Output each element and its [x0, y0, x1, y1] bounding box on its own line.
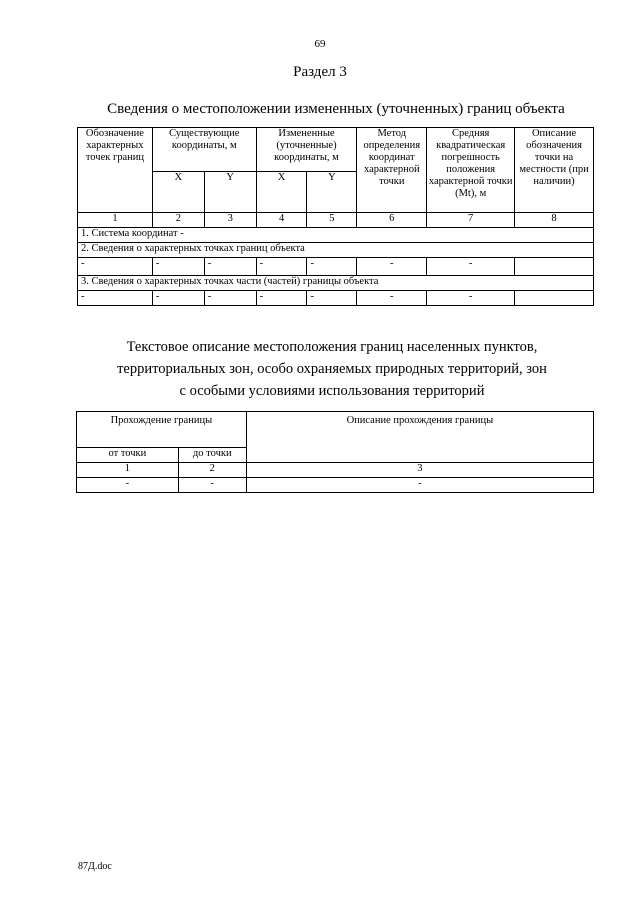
table2-title-line: территориальных зон, особо охраняемых природных территорий, зон: [117, 361, 547, 377]
table-cell: -: [204, 291, 256, 306]
header-x-changed: X: [256, 172, 307, 213]
table-cell: -: [307, 258, 357, 276]
table-cell: -: [204, 258, 256, 276]
table2-title: [0, 336, 640, 402]
table-cell: -: [307, 291, 357, 306]
coordinate-system-row: 1. Система координат -: [78, 228, 594, 243]
column-number: 3: [204, 213, 256, 228]
table-cell: -: [427, 258, 515, 276]
table-cell: [515, 291, 594, 306]
section-title: Раздел 3: [293, 64, 347, 80]
boundary-points-table: [77, 127, 594, 306]
table-header-row: [77, 412, 594, 448]
table-cell: -: [256, 258, 307, 276]
section2-row: 2. Сведения о характерных точках границ объекта: [78, 243, 594, 258]
table2-title-line: Текстовое описание местоположения границ населенных пунктов,: [126, 339, 538, 355]
column-number: 1: [77, 463, 179, 478]
header-y-existing: Y: [204, 172, 256, 213]
header-passage-description: Описание прохождения границы: [246, 412, 593, 463]
table-row: [78, 291, 594, 306]
column-number: 8: [515, 213, 594, 228]
table1-title: Сведения о местоположении измененных (уточненных) границ объекта: [107, 101, 565, 117]
table-cell: -: [78, 258, 153, 276]
table-row: [78, 276, 594, 291]
table-row: [78, 228, 594, 243]
table-cell: -: [152, 291, 204, 306]
table-cell: -: [77, 478, 179, 493]
table-cell: -: [256, 291, 307, 306]
table-cell: -: [357, 258, 427, 276]
table-cell: [515, 258, 594, 276]
column-number: 1: [78, 213, 153, 228]
section3-row: 3. Сведения о характерных точках части (частей) границы объекта: [78, 276, 594, 291]
header-changed-coordinates: Измененные (уточненные) координаты, м: [256, 128, 357, 172]
table-cell: -: [152, 258, 204, 276]
table-header-row: [78, 128, 594, 172]
column-number: 2: [152, 213, 204, 228]
table-row: [77, 478, 594, 493]
file-name-footer: 87Д.doc: [78, 861, 112, 872]
header-passage: Прохождение границы: [77, 412, 247, 448]
table-cell: -: [246, 478, 593, 493]
header-from-point: от точки: [77, 448, 179, 463]
table-cell: -: [427, 291, 515, 306]
header-error: Средняя квадратическая погрешность положения характерной точки (Mt), м: [427, 128, 515, 213]
header-x-existing: X: [152, 172, 204, 213]
column-number: 2: [178, 463, 246, 478]
header-existing-coordinates: Существующие координаты, м: [152, 128, 256, 172]
header-description: Описание обозначения точки на местности (при наличии): [515, 128, 594, 213]
column-number: 3: [246, 463, 593, 478]
table-row: [78, 258, 594, 276]
column-number: 6: [357, 213, 427, 228]
column-number-row: [78, 213, 594, 228]
header-point-designation: Обозначение характерных точек границ: [78, 128, 153, 213]
table-cell: -: [357, 291, 427, 306]
table-row: [78, 243, 594, 258]
column-number-row: [77, 463, 594, 478]
header-method: Метод определения координат характерной точки: [357, 128, 427, 213]
boundary-description-table: [76, 411, 594, 493]
page-number: 69: [314, 38, 326, 50]
header-to-point: до точки: [178, 448, 246, 463]
table-cell: -: [178, 478, 246, 493]
column-number: 7: [427, 213, 515, 228]
column-number: 5: [307, 213, 357, 228]
table-cell: -: [78, 291, 153, 306]
column-number: 4: [256, 213, 307, 228]
table2-title-line: с особыми условиями использования территорий: [179, 383, 485, 399]
header-y-changed: Y: [307, 172, 357, 213]
